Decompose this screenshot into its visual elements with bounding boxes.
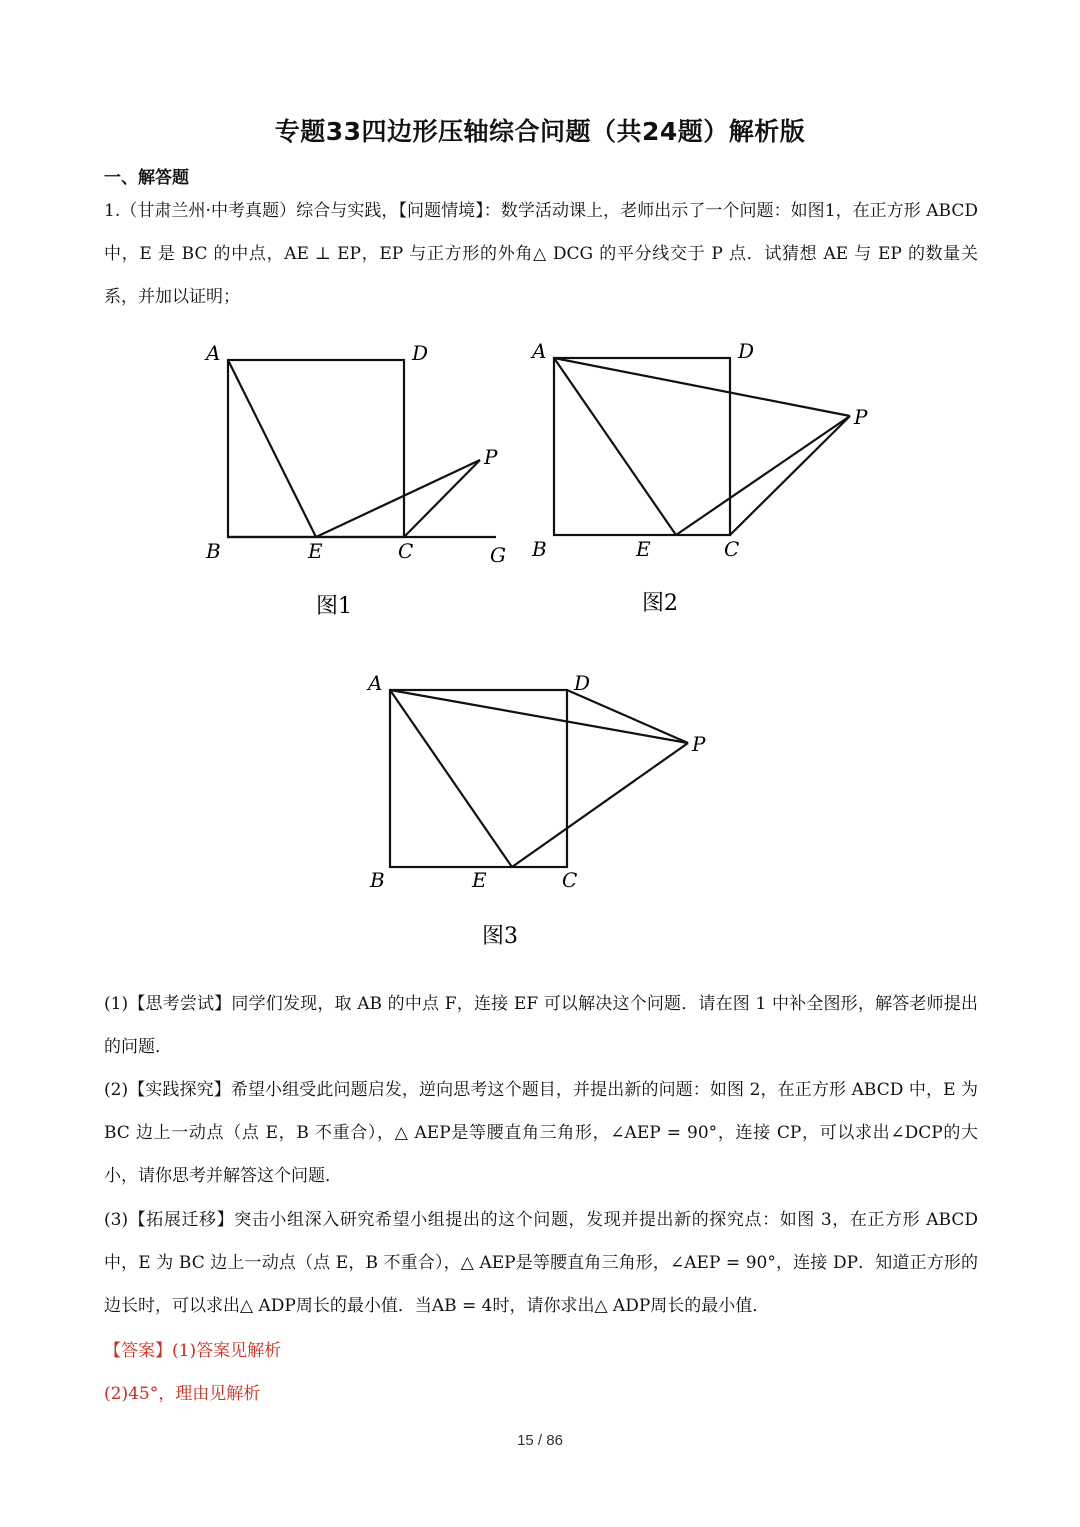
fig1-label-e: E bbox=[308, 539, 323, 563]
question-part-3: (3)【拓展迁移】突击小组深入研究希望小组提出的这个问题，发现并提出新的探究点：如图 3，在正方形 ABCD 中，E 为 BC 边上一动点（点 E，B 不重合），△ AEP是等腰直角三角形，∠AEP = 90°，连接 DP．知道正方形的边长时，可以求出△ ADP周长的最小值．当AB = 4时，请你求出△ ADP周长的最小值． bbox=[104, 1210, 978, 1316]
figure-2 bbox=[520, 330, 880, 620]
fig1-label-b: B bbox=[206, 539, 221, 563]
fig1-line-ae bbox=[228, 360, 316, 537]
section-heading: 一、解答题 bbox=[104, 168, 189, 188]
fig2-label-p: P bbox=[854, 405, 868, 429]
fig1-line-cp bbox=[404, 460, 480, 537]
question-intro: 1.（甘肃兰州·中考真题）综合与实践，【问题情境】：数学活动课上，老师出示了一个问题：如图1，在正方形 ABCD 中，E 是 BC 的中点，AE ⊥ EP，EP 与正方形的外角△ DCG 的平分线交于 P 点．试猜想 AE 与 EP 的数量关系，并加以证明； bbox=[104, 201, 978, 307]
fig2-line-ep bbox=[676, 416, 850, 535]
fig2-caption: 图2 bbox=[642, 591, 678, 616]
figure-1 bbox=[190, 330, 530, 630]
fig3-label-p: P bbox=[692, 732, 706, 756]
fig3-label-c: C bbox=[562, 868, 578, 892]
fig3-label-d: D bbox=[574, 671, 591, 695]
answer-line-1: 【答案】(1)答案见解析 bbox=[104, 1341, 282, 1361]
fig1-square bbox=[228, 360, 404, 537]
answer-line-2: (2)45°，理由见解析 bbox=[104, 1384, 261, 1404]
fig2-line-ap bbox=[554, 358, 850, 416]
question-part-1: (1)【思考尝试】同学们发现，取 AB 的中点 F，连接 EF 可以解决这个问题．请在图 1 中补全图形，解答老师提出的问题． bbox=[104, 994, 978, 1057]
fig3-line-dp bbox=[567, 690, 688, 743]
fig2-label-a: A bbox=[532, 339, 547, 363]
question-part-2: (2)【实践探究】希望小组受此问题启发，逆向思考这个题目，并提出新的问题：如图 2，在正方形 ABCD 中，E 为 BC 边上一动点（点 E，B 不重合），△ AEP是等腰直角三角形，∠AEP = 90°，连接 CP，可以求出∠DCP的大小，请你思考并解答这个问题． bbox=[104, 1080, 978, 1186]
figure-3 bbox=[360, 665, 740, 955]
fig2-label-b: B bbox=[532, 537, 547, 561]
fig1-caption: 图1 bbox=[316, 594, 352, 619]
fig1-label-a: A bbox=[206, 341, 221, 365]
fig2-label-e: E bbox=[636, 537, 651, 561]
fig3-label-b: B bbox=[370, 868, 385, 892]
fig3-line-ae bbox=[390, 690, 512, 867]
fig2-line-ae bbox=[554, 358, 676, 535]
fig3-label-a: A bbox=[368, 671, 383, 695]
fig3-line-ap bbox=[390, 690, 688, 743]
fig3-line-ep bbox=[512, 743, 688, 867]
fig2-label-c: C bbox=[724, 537, 740, 561]
fig1-label-p: P bbox=[484, 445, 498, 469]
fig2-line-cp bbox=[730, 416, 850, 535]
fig1-label-c: C bbox=[398, 539, 414, 563]
fig1-label-d: D bbox=[412, 341, 429, 365]
fig2-square bbox=[554, 358, 730, 535]
fig3-caption: 图3 bbox=[482, 924, 518, 949]
page-number: 15 / 86 bbox=[517, 1432, 563, 1449]
fig1-label-g: G bbox=[490, 543, 506, 567]
fig2-label-d: D bbox=[738, 339, 755, 363]
fig3-label-e: E bbox=[472, 868, 487, 892]
page-title: 专题33四边形压轴综合问题（共24题）解析版 bbox=[274, 117, 806, 146]
fig1-line-ep bbox=[316, 460, 480, 537]
